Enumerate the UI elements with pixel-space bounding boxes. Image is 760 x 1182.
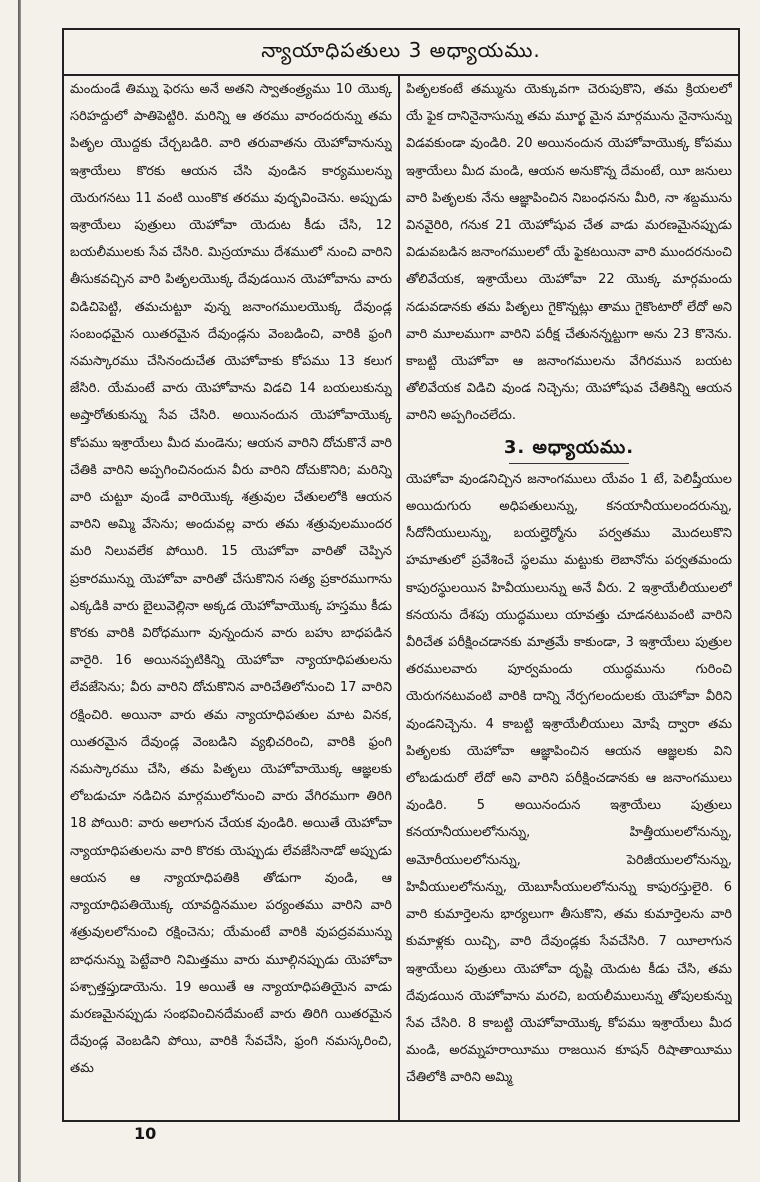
page-header xyxy=(64,30,738,76)
right-column-text-top: పితృలకంటే తమ్మును యెక్కువగా చెరుపుకొని, తమ క్రియలలో యే ఫైక దానినైనాసున్ను తమ మూర్ఖ మైన మార్గమును నైనాసున్ను విడవకుండా వుండిరి. 20 అయినందున యెహోవాయొక్క కోపము ఇశ్రాయేలు మీద మండి, ఆయన అనుకొన్న దేమంటే, యీ జనులు వారి పితృలకు నేను ఆజ్ఞాపించిన నిబంధనను మీరి, నా శబ్దమును వినవైరిరి, గనుక 21 యెహోషువ చేత వాడు మరణమైనప్పుడు విడువబడిన జనాంగములలో యే ఫైకటయినా వారి ముందరనుంచి తోలివేయక, ఇశ్రాయేలు యెహోవా 22 యొక్క మార్గమందు నడువడానకు తమ పితృలు గైకొన్నట్లు తాము గైకొంటారో లేదో అని వారి మూలముగా వారిని పరీక్ష చేతునన్నట్టుగా అను 23 కొనెను. కాబట్టి యెహోవా ఆ జనాంగములను వేగిరమున బయట తోలివేయక విడిచి వుండ నిచ్చెను; యెహోషువ చేతికిన్ని ఆయన వారిని అప్పగించలేదు. xyxy=(406,82,732,424)
left-column xyxy=(70,76,392,1116)
running-title: న్యాయాధిపతులు 3 అధ్యాయము. xyxy=(261,37,541,62)
left-column-text: మందుండే తిమ్ను ఫెరసు అనే అతని స్వాతంత్ర్యము 10 యొక్క సరిహద్దులో పాతిపెట్టిరి. మరిన్ని ఆ తరము వారందరున్ను తమ పితృల యొద్దకు చేర్చబడిరి. వారి తరువాతను యెహోవానున్ను ఇశ్రాయేలు కొరకు ఆయన చేసి వుండిన కార్యములన్ను యెరుగనటు 11 వంటి యింకొక తరము వుద్భవించెను. అప్పుడు ఇశ్రాయేలు పుత్రులు యెహోవా యెదుట కీడు చేసి, 12 బయలీములకు సేవ చేసిరి. మిస్రయాము దేశములో నుంచి వారిని తీసుకవచ్చిన వారి పితృలయొక్క దేవుడయిన యెహోవాను వారు విడిచిపెట్టి, తమచుట్టూ వున్న జనాంగములయొక్క దేవుండ్ల సంబంధమైన యితరమైన దేవుండ్లను వెంబడించి, వారికి ఫ్రంగి నమస్కారము చేసినందుచేత యెహోవాకు కోపము 13 కలుగ జేసిరి. యేమంటే వారు యెహోవాను విడచి 14 బయలుకున్ను అష్తారోతుకున్ను సేవ చేసిరి. అయినందున యెహోవాయొక్క కోపము ఇశ్రాయేలు మీద మండెను; ఆయన వారిని దోచుకొనే వారి చేతికి వారిని అప్పగించినందున వీరు వారిని దోచుకొనిరి; మరిన్ని వారి చుట్టూ వుండే వారియొక్క శత్రువుల చేతులలోకి ఆయన వారిని అమ్మి వేసెను; అందువల్ల వారు తమ శత్రువులముందర మరి నిలువలేక పోయిరి. 15 యెహోవా వారితో చెప్పిన ప్రకారమున్ను యెహోవా వారితో చేసుకొనిన సత్య ప్రకారముగాను ఎక్కడికి వారు బైలువెల్లినా అక్కడ యెహోవాయొక్క హస్తము కీడు కొరకు వారికి విరోధముగా వున్నందున వారు బహు బాధపడిన వారైరి. 16 అయినప్పటికిన్ని యెహోవా న్యాయాధిపతులను లేవజేసెను; వీరు వారిని దోచుకొనిన వారిచేతిలోనుంచి 17 వారిని రక్షించిరి. అయినా వారు తమ న్యాయాధిపతుల మాట వినక, యితరమైన దేవుండ్ల వెంబడిని వ్యభిచరించి, వారికి ఫ్రంగి నమస్కారము చేసి, తమ పితృలు యెహోవాయొక్క ఆజ్ఞలకు లోబడుచూ నడిచిన మార్గములోనుంచి వారు వేగిరముగా తిరిగి 18 పోయిరి: వారు అలాగున చేయక వుండిరి. అయితే యెహోవా న్యాయాధిపతులను వారి కొరకు యెప్పుడు లేవజేసినాడో అప్పుడు ఆయన ఆ న్యాయాధిపతికి తోడుగా వుండి, ఆ న్యాయాధిపతియొక్క యావద్దినముల పర్యంతము వారిని వారి శత్రువులలోనుంచి రక్షించెను; యేమంటే వారికి వుపద్రవమున్ను బాధనున్ను పెట్టేవారి నిమిత్తము వారు మూల్గినప్పుడు యెహోవా పశ్చాత్తప్తుడాయెను. 19 అయితే ఆ న్యాయాధిపతియైన వాడు మరణమైనప్పుడు సంభవించినదేమంటే వారు తిరిగి యితరమైన దేవుండ్ల వెంబడిని పోయి, వారికి సేవచేసి, ఫ్రంగి నమస్కరించి, తమ xyxy=(70,82,392,1077)
page-number: 10 xyxy=(134,1124,157,1143)
page-frame xyxy=(62,28,740,1122)
column-divider xyxy=(398,76,400,1120)
right-column xyxy=(406,76,732,1116)
chapter-heading: 3. అధ్యాయము. xyxy=(406,434,732,464)
right-column-text-bottom: యెహోవా వుండనిచ్చిన జనాంగములు యేవం 1 టే, పెలిష్తీయుల అయిదుగురు అధిపతులున్ను, కనయానీయులందరున్ను, సీదోనీయులున్ను, బయల్హెర్మోను పర్వతము మొదలుకొని హమాతులో ప్రవేశించే స్థలము మట్టుకు లెబానోను పర్వతమందు కాపురస్థులయిన హివీయులున్ను అనే వీరు. 2 ఇశ్రాయేలీయులలో కనయను దేశపు యుద్ధములు యావత్తు చూడనటువంటి వారిని వీరిచేత పరీక్షించడానకు మాత్రమే కాకుండా, 3 ఇశ్రాయేలు పుత్రుల తరములవారు పూర్వమందు యుద్ధమును గురించి యెరుగనటువంటి వారికి దాన్ని నేర్పగలందులకు యెహోవా వీరిని వుండనిచ్చెను. 4 కాబట్టి ఇశ్రాయేలీయులు మోషే ద్వారా తమ పితృలకు యెహోవా ఆజ్ఞాపించిన ఆయన ఆజ్ఞలకు విని లోబడుదురో లేదో అని వారిని పరీక్షించడానకు ఆ జనాంగములు వుండిరి. 5 అయినందున ఇశ్రాయేలు పుత్రులు కనయానీయులలోనున్ను, హిత్తీయులలోనున్ను, అమోరీయులలోనున్ను, పెరిజీయులలోనున్ను, హివీయులలోనున్ను, యెబూసీయులలోనున్ను కాపురస్తులైరి. 6 వారి కుమార్తెలను భార్యలుగా తీసుకొని, తమ కుమార్తెలను వారి కుమాళ్లకు యిచ్చి, వారి దేవుండ్లకు సేవచేసిరి. 7 యీలాగున ఇశ్రాయేలు పుత్రులు యెహోవా దృష్టి యెదుట కీడు చేసి, తమ దేవుడయిన యెహోవాను మరచి, బయలీములున్ను తోపులకున్ను సేవ చేసిరి. 8 కాబట్టి యెహోవాయొక్క కోపము ఇశ్రాయేలు మీద మండి, అరమ్నహరాయీము రాజయిన కూషన్ రిషాతాయీము చేతిలోకి వారిని అమ్మి xyxy=(406,471,732,1086)
page-edge xyxy=(18,0,21,1182)
